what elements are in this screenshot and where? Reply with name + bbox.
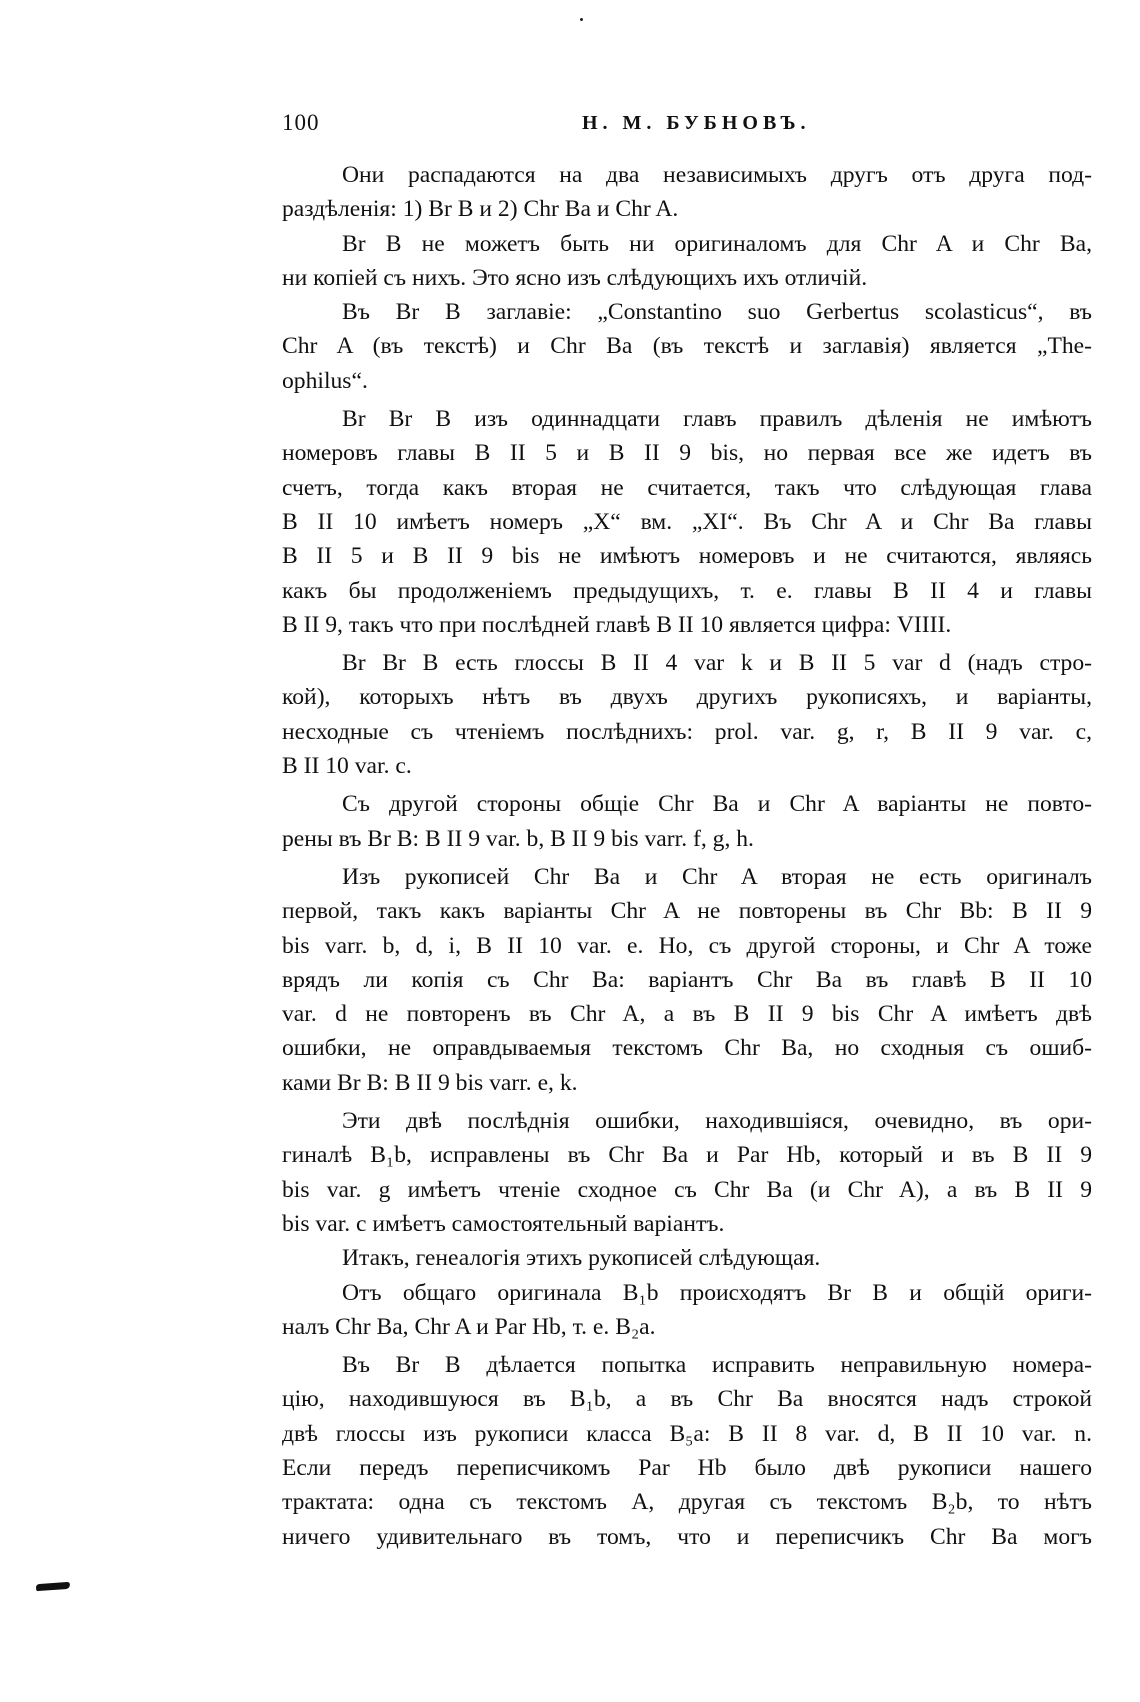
text-line: Они распадаются на два независимыхъ другъ отъ друга под-	[342, 162, 1092, 188]
text-line: bis varr. b, d, i, B II 10 var. e. Но, съ другой стороны, и Chr A тоже	[282, 932, 1092, 959]
text-line: счетъ, тогда какъ вторая не считается, такъ что слѣдующая глава	[282, 474, 1092, 501]
text-line: Br B не можетъ быть ни оригиналомъ для Chr A и Chr Ba,	[342, 230, 1092, 257]
text-line: кой), которыхъ нѣтъ въ двухъ другихъ рукописяхъ, и варіанты,	[282, 684, 1092, 711]
print-speck	[580, 18, 583, 21]
scan-edge-mark	[36, 1582, 70, 1591]
text-line: номеровъ главы B II 5 и B II 9 bis, но первая все же идетъ въ	[282, 440, 1092, 467]
page-number: 100	[282, 110, 320, 135]
text-line: Эти двѣ послѣднія ошибки, находившіяся, очевидно, въ ори-	[342, 1108, 1092, 1135]
text-line: Br Br B изъ одиннадцати главъ правилъ дѣленія не имѣютъ	[342, 406, 1092, 433]
text-line: цію, находившуюся въ B₁b, а въ Chr Ba вносятся надъ строкой	[282, 1386, 1092, 1413]
text-line: какъ бы продолженіемъ предыдущихъ, т. е. главы B II 4 и главы	[282, 577, 1092, 604]
text-line: раздѣленія: 1) Br B и 2) Chr Ba и Chr A.	[282, 196, 679, 223]
text-line: Br Br B есть глоссы B II 4 var k и B II 5 var d (надъ стро-	[342, 650, 1092, 677]
text-line: B II 10 var. c.	[282, 753, 412, 780]
text-line: двѣ глоссы изъ рукописи класса B₅a: B II 8 var. d, B II 10 var. n.	[282, 1420, 1092, 1447]
text-line: ками Br B: B II 9 bis varr. e, k.	[282, 1069, 578, 1096]
text-line: Съ другой стороны общіе Chr Ba и Chr A варіанты не повто-	[342, 791, 1092, 818]
body-text	[282, 158, 1092, 1554]
text-line: bis var. g имѣетъ чтеніе сходное съ Chr Ba (и Chr A), а въ B II 9	[282, 1176, 1092, 1203]
text-line: ничего удивительнаго въ томъ, что и переписчикъ Chr Ba могъ	[282, 1523, 1092, 1550]
text-line: врядъ ли копія съ Chr Ba: варіантъ Chr Ba въ главѣ B II 10	[282, 966, 1092, 993]
text-line: Chr A (въ текстѣ) и Chr Ba (въ текстѣ и заглавія) является „The-	[282, 333, 1092, 360]
text-line: рены въ Br B: B II 9 var. b, B II 9 bis varr. f, g, h.	[282, 825, 754, 852]
text-line: Въ Br B заглавіе: „Constantino suo Gerbertus scolasticus“, въ	[342, 299, 1092, 326]
page-header	[282, 110, 1092, 146]
text-line: ophilus“.	[282, 367, 368, 394]
text-line: B II 5 и B II 9 bis не имѣютъ номеровъ и не считаются, являясь	[282, 543, 1092, 570]
text-line: Итакъ, генеалогія этихъ рукописей слѣдующая.	[342, 1245, 821, 1272]
text-line: ни копіей съ нихъ. Это ясно изъ слѣдующихъ ихъ отличій.	[282, 264, 868, 291]
text-line: трактата: одна съ текстомъ A, другая съ текстомъ B₂b, то нѣтъ	[282, 1489, 1092, 1516]
text-line: B II 10 имѣетъ номеръ „X“ вм. „XI“. Въ Chr A и Chr Ba главы	[282, 508, 1092, 535]
text-line: ошибки, не оправдываемыя текстомъ Chr Ba, но сходныя съ ошиб-	[282, 1035, 1092, 1062]
text-line: B II 9, такъ что при послѣдней главѣ B II 10 является цифра: VIIII.	[282, 611, 952, 638]
running-head: Н. М. БУБНОВЪ.	[582, 112, 811, 134]
text-line: гиналѣ B₁b, исправлены въ Chr Ba и Par Hb, который и въ B II 9	[282, 1142, 1092, 1169]
text-line: несходные съ чтеніемъ послѣднихъ: prol. var. g, r, B II 9 var. c,	[282, 718, 1092, 745]
text-line: bis var. c имѣетъ самостоятельный варіантъ.	[282, 1210, 725, 1237]
text-line: Изъ рукописей Chr Ba и Chr A вторая не есть оригиналъ	[342, 863, 1092, 890]
text-line: Въ Br B дѣлается попытка исправить неправильную номера-	[342, 1352, 1092, 1379]
text-line: var. d не повторенъ въ Chr A, а въ B II 9 bis Chr A имѣетъ двѣ	[282, 1001, 1092, 1028]
text-line: Если передъ переписчикомъ Par Hb было двѣ рукописи нашего	[282, 1454, 1092, 1481]
text-line: Отъ общаго оригинала B₁b происходятъ Br B и общій ориги-	[342, 1279, 1092, 1306]
text-line: налъ Chr Ba, Chr A и Par Hb, т. е. B₂a.	[282, 1313, 656, 1340]
text-line: первой, такъ какъ варіанты Chr A не повторены въ Chr Bb: B II 9	[282, 898, 1092, 925]
